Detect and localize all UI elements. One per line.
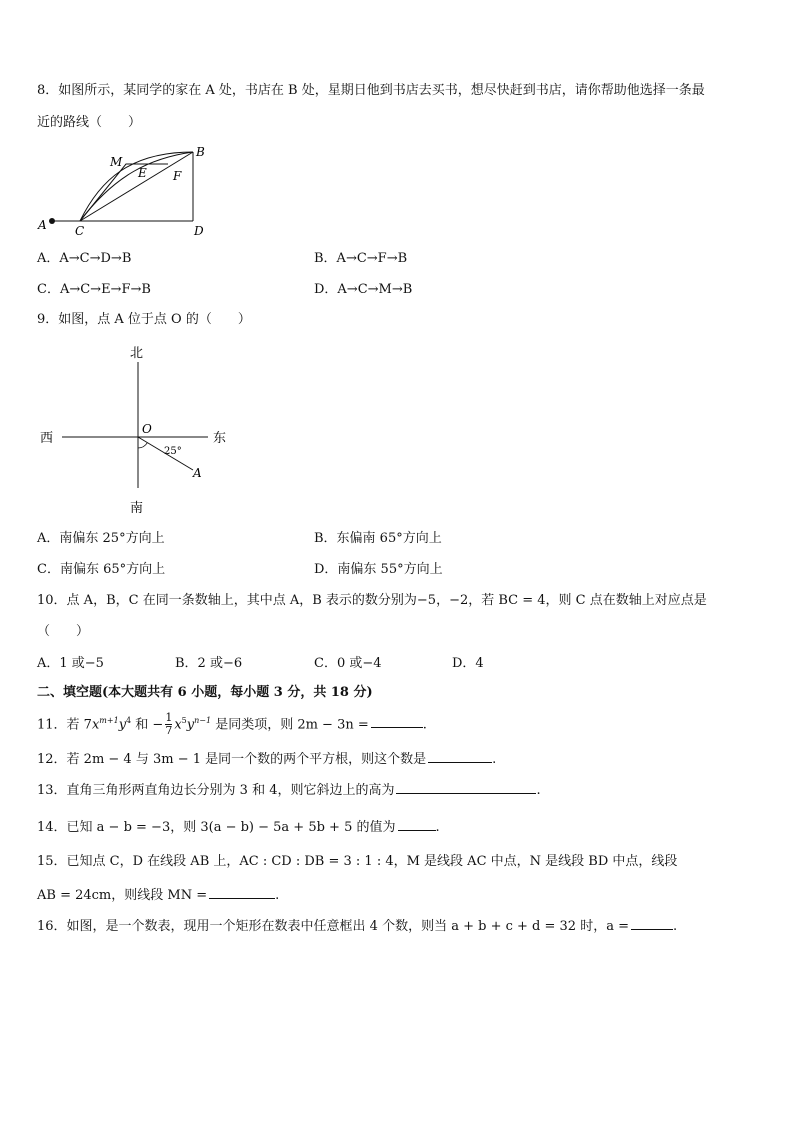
q8-option-d[interactable]: D．A→C→M→B: [314, 282, 413, 297]
q15-line2: [37, 885, 279, 905]
label-e: E: [138, 166, 147, 180]
q10-option-b[interactable]: B．2 或−6: [175, 656, 243, 671]
q16-text: 16．如图，是一个数表，现用一个矩形在数表中任意框出 4 个数，则当 a + b + c + d = 32 时，a =: [37, 919, 629, 934]
q8-stem-line1: 8．如图所示，某同学的家在 A 处，书店在 B 处，星期日他到书店去买书，想尽快赶到书店，请你帮助他选择一条最: [37, 83, 705, 98]
q12-answer-blank[interactable]: [428, 749, 492, 763]
q12-end: .: [492, 752, 497, 767]
q14-text: 14．已知 a − b = −3，则 3(a − b) − 5a + 5b + 5 的值为: [37, 820, 396, 835]
q9-option-d[interactable]: D．南偏东 55°方向上: [314, 562, 443, 577]
q11-suffix: 是同类项，则 2m − 3n =: [211, 717, 369, 733]
q8-route-figure: [30, 140, 220, 240]
q15-answer-blank[interactable]: [209, 885, 275, 899]
q11-answer-blank[interactable]: [371, 714, 423, 728]
label-d: D: [194, 224, 204, 238]
label-west: 西: [40, 431, 54, 446]
q9-option-c[interactable]: C．南偏东 65°方向上: [37, 562, 166, 577]
q11: 11．若 $7x^{m+1}y^4$ 和 − $\frac{1}{7}$ $x^5y^{n-1}$ 是同类项，则 2m − 3n = .: [37, 711, 427, 738]
q8-stem-line2: 近的路线（ ）: [37, 115, 142, 130]
q11-frac-num: 1: [165, 711, 173, 725]
label-c: C: [75, 224, 85, 238]
angle-label: 25°: [164, 446, 182, 457]
q9-compass-figure: [30, 340, 240, 520]
label-south: 南: [130, 501, 144, 516]
q8-option-c[interactable]: C．A→C→E→F→B: [37, 282, 151, 297]
label-b: B: [196, 145, 205, 159]
q14-answer-blank[interactable]: [398, 817, 436, 831]
label-east: 东: [213, 431, 227, 446]
q16-end: .: [672, 919, 678, 934]
q13-end: .: [536, 783, 541, 798]
section-fill-in-heading: 二、填空题(本大题共有 6 小题，每小题 3 分，共 18 分): [37, 685, 373, 700]
q15-line2-text: AB = 24cm，则线段 MN =: [37, 888, 208, 903]
angle-arc: [138, 443, 147, 448]
label-f: F: [173, 169, 182, 183]
q10-option-c[interactable]: C．0 或−4: [314, 656, 382, 671]
q10-stem-line2: （ ）: [37, 624, 90, 639]
q15-end: .: [275, 888, 280, 903]
q11-end: .: [422, 717, 427, 733]
label-m: M: [110, 155, 123, 169]
q11-frac-den: 7: [165, 724, 173, 738]
q9-option-a[interactable]: A．南偏东 25°方向上: [37, 531, 165, 546]
q14: [37, 817, 440, 837]
q16-answer-blank[interactable]: [631, 916, 673, 930]
label-a-point: A: [193, 466, 202, 480]
q11-prefix: 11．若 7: [37, 717, 92, 733]
label-o: O: [142, 422, 152, 436]
q12: [37, 749, 496, 769]
q10-option-d[interactable]: D．4: [452, 656, 484, 671]
label-north: 北: [130, 346, 144, 361]
q16: [37, 916, 677, 936]
q13-text: 13．直角三角形两直角边长分别为 3 和 4，则它斜边上的高为: [37, 783, 395, 798]
q13: [37, 780, 541, 800]
q8-option-b[interactable]: B．A→C→F→B: [314, 251, 408, 266]
q10-option-a[interactable]: A．1 或−5: [37, 656, 104, 671]
q14-end: .: [435, 820, 440, 835]
q12-text: 12．若 2m − 4 与 3m − 1 是同一个数的两个平方根，则这个数是: [37, 752, 427, 767]
q11-mid: 和 −: [131, 717, 164, 733]
q15-line1: 15．已知点 C，D 在线段 AB 上，AC : CD : DB = 3 : 1 : 4，M 是线段 AC 中点，N 是线段 BD 中点，线段: [37, 854, 678, 869]
q9-stem: 9．如图，点 A 位于点 O 的（ ）: [37, 312, 251, 327]
q9-option-b[interactable]: B．东偏南 65°方向上: [314, 531, 442, 546]
q8-option-a[interactable]: A．A→C→D→B: [37, 251, 132, 266]
q13-answer-blank[interactable]: [396, 780, 536, 794]
label-a: A: [38, 218, 47, 232]
q10-stem-line1: 10．点 A，B，C 在同一条数轴上，其中点 A，B 表示的数分别为−5，−2，若 BC = 4，则 C 点在数轴上对应点是: [37, 593, 707, 608]
